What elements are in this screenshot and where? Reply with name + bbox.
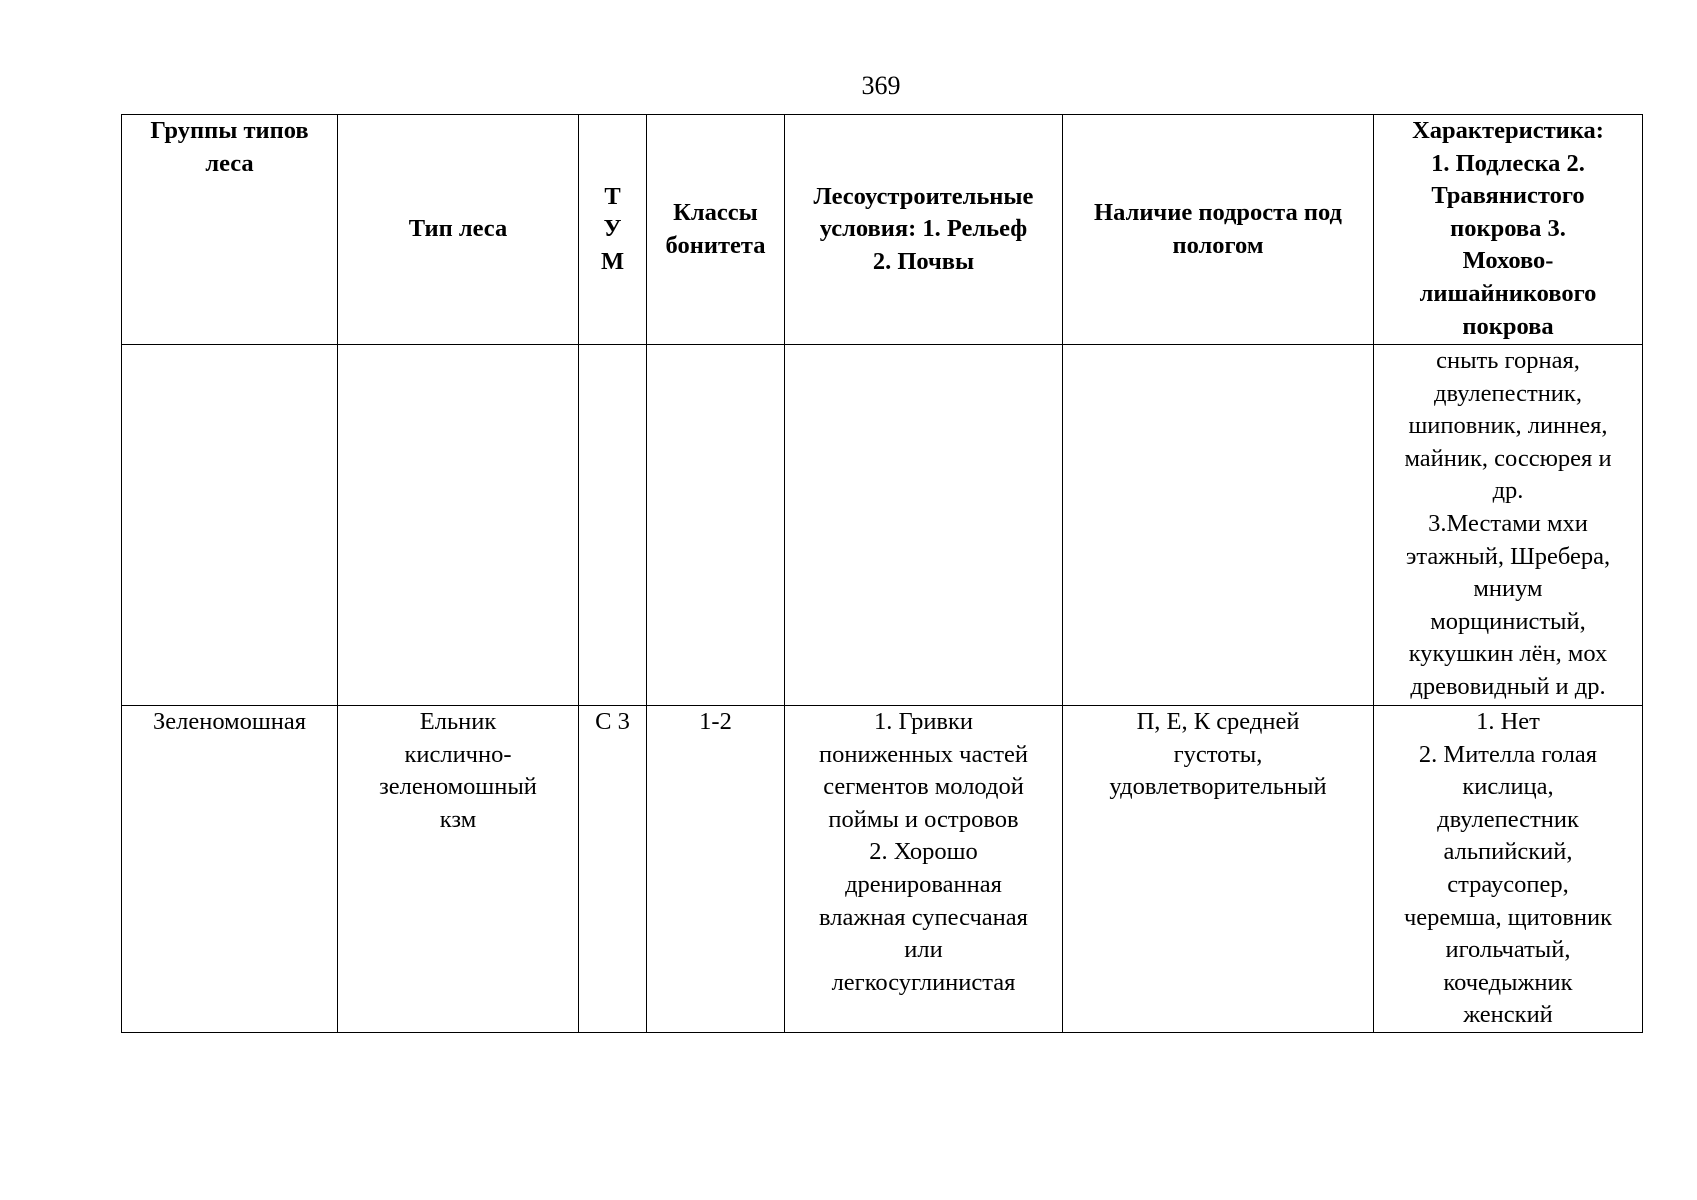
- characteristics-cell: сныть горная, двулепестник, шиповник, линнея, майник, соссюрея и др. 3.Местами мхи этажный, Шребера, мниум морщинистый, кукушкин лён, мох древовидный и др.: [1374, 345, 1643, 706]
- characteristics-cell: 1. Нет 2. Мителла голая кислица, двулепестник альпийский, страусопер, черемша, щитовник игольчатый, кочедыжник женский: [1374, 706, 1643, 1033]
- page-number: 369: [861, 71, 901, 100]
- header-characteristics: Характеристика: 1. Подлеска 2. Травянистого покрова 3. Мохово- лишайникового покрова: [1374, 115, 1643, 345]
- forest-type-cell: Ельник кислично- зеленомошный кзм: [338, 706, 579, 1033]
- table-cell: [647, 345, 785, 706]
- header-forest-conditions: Лесоустроительные условия: 1. Рельеф 2. Почвы: [785, 115, 1063, 345]
- table-cell: [1063, 345, 1374, 706]
- header-undergrowth: Наличие подроста под пологом: [1063, 115, 1374, 345]
- table-row-green-moss: [122, 706, 1643, 1033]
- header-forest-type-groups: Группы типов леса: [122, 115, 338, 345]
- table-cell: [785, 345, 1063, 706]
- conditions-cell: 1. Гривки пониженных частей сегментов молодой поймы и островов 2. Хорошо дренированная влажная супесчаная или легкосуглинистая: [785, 706, 1063, 1033]
- bonitet-cell: 1-2: [647, 706, 785, 1033]
- header-bonitet-classes: Классы бонитета: [647, 115, 785, 345]
- table-row-continuation: [122, 345, 1643, 706]
- table-cell: [122, 345, 338, 706]
- undergrowth-cell: П, Е, К средней густоты, удовлетворительный: [1063, 706, 1374, 1033]
- table-cell: [579, 345, 647, 706]
- tum-cell: С 3: [579, 706, 647, 1033]
- forest-types-table: [121, 114, 1643, 1033]
- header-forest-type: Тип леса: [338, 115, 579, 345]
- table-cell: [338, 345, 579, 706]
- forest-group-cell: Зеленомошная: [122, 706, 338, 1033]
- header-tum: Т У М: [579, 115, 647, 345]
- table-header-row: [122, 115, 1643, 345]
